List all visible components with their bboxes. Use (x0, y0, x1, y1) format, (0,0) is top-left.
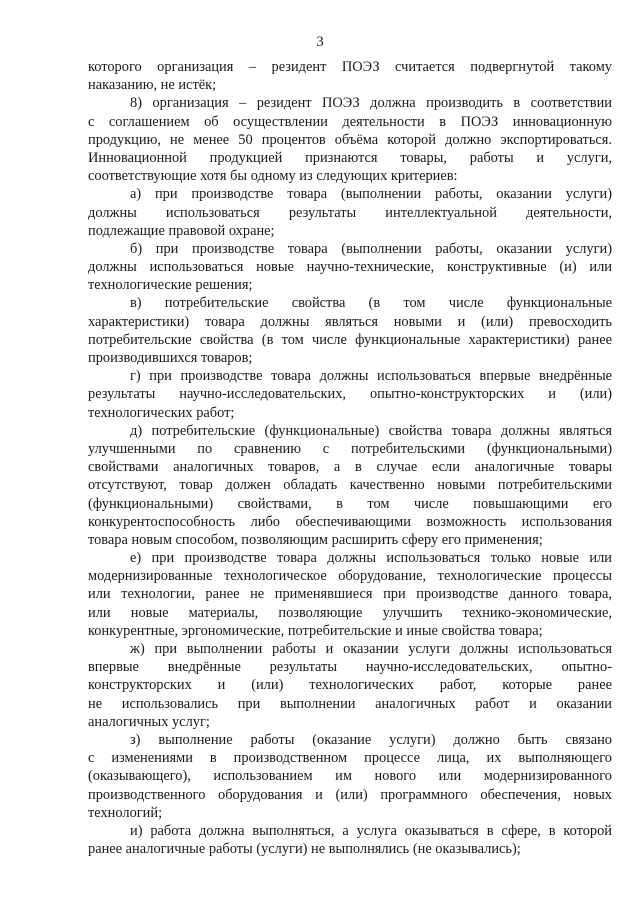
text-line: д) потребительские (функциональные) свойства товара должны являться (130, 422, 612, 439)
paragraph (88, 640, 612, 731)
text-line: впервые внедрённые результаты научно-исследовательских, опытно- (88, 659, 612, 676)
paragraph (88, 94, 612, 185)
text-line: (функциональными) свойствами, в том числе повышающими его (88, 495, 612, 512)
text-line: свойствами аналогичных товаров, а в случае если аналогичные товары (88, 459, 612, 476)
text-line: конкурентные, эргономические, потребительские и иные свойства товара; (88, 622, 543, 639)
paragraph (88, 367, 612, 422)
text-line: отсутствуют, товар должен обладать качественно новыми потребительскими (88, 477, 612, 494)
paragraph (88, 549, 612, 640)
text-line: должны использоваться результаты интеллектуальной деятельности, (88, 204, 612, 221)
text-line: наказанию, не истёк; (88, 77, 217, 94)
text-line: а) при производстве товара (выполнении работы, оказании услуги) (130, 186, 612, 203)
text-line: с соглашением об осуществлении деятельности в ПОЭЗ инновационную (88, 113, 612, 130)
paragraph (88, 58, 612, 94)
text-line: г) при производстве товара должны использоваться впервые внедрённые (130, 368, 612, 385)
text-line: конструкторских и (или) технологических работ, которые ранее (88, 677, 612, 694)
text-line: технологических работ; (88, 404, 235, 421)
text-line: подлежащие правовой охране; (88, 222, 275, 239)
text-line: с изменениями в производственном процессе лица, их выполняющего (88, 750, 612, 767)
text-line: б) при производстве товара (выполнении работы, оказании услуги) (130, 240, 612, 257)
text-line: товара новым способом, позволяющим расширить сферу его применения; (88, 531, 543, 548)
text-line: продукцию, не менее 50 процентов объёма которой должно экспортироваться. (88, 131, 612, 148)
paragraph (88, 185, 612, 240)
paragraph (88, 422, 612, 549)
paragraph (88, 294, 612, 367)
text-line: не использовались при выполнении аналогичных работ и оказании (88, 695, 612, 712)
text-line: модернизированные технологическое оборудование, технологические процессы (88, 568, 612, 585)
text-line: ж) при выполнении работы и оказании услуги должны использоваться (130, 641, 612, 657)
text-line: 8) организация – резидент ПОЭЗ должна производить в соответствии (130, 95, 612, 112)
text-line: соответствующие хотя бы одному из следующих критериев: (88, 168, 458, 185)
text-line: производственного оборудования и (или) программного обеспечения, новых (88, 786, 612, 803)
text-line: или новые материалы, позволяющие улучшить технико-экономические, (88, 604, 612, 621)
text-line: Инновационной продукцией признаются товары, работы и услуги, (88, 149, 612, 166)
text-line: в) потребительские свойства (в том числе функциональные (130, 295, 612, 312)
text-line: технологий; (88, 804, 163, 821)
page-number: 3 (316, 34, 324, 50)
text-line: должны использоваться новые научно-технические, конструктивные (и) или (88, 259, 612, 276)
text-line: характеристики) товара должны являться новыми и (или) превосходить (88, 313, 612, 330)
text-line: или технологии, ранее не применявшиеся при производстве данного товара, (88, 586, 612, 603)
text-line: результаты научно-исследовательских, опытно-конструкторских и (или) (88, 386, 612, 403)
document-body (88, 58, 612, 858)
text-line: технологические решения; (88, 277, 253, 294)
paragraph (88, 822, 612, 858)
text-line: производившихся товаров; (88, 350, 253, 366)
text-line: е) при производстве товара должны использоваться только новые или (130, 550, 612, 567)
text-line: (оказывающего), использованием им нового или модернизированного (88, 768, 612, 785)
text-line: и) работа должна выполняться, а услуга оказываться в сфере, в которой (130, 822, 612, 839)
text-line: улучшенными по сравнению с потребительскими (функциональными) (88, 440, 612, 457)
text-line: конкурентоспособность либо обеспечивающими возможность использования (88, 513, 612, 530)
text-line: которого организация – резидент ПОЭЗ считается подвергнутой такому (88, 59, 612, 75)
paragraph (88, 731, 612, 822)
text-line: потребительские свойства (в том числе функциональные характеристики) ранее (88, 331, 612, 348)
text-line: ранее аналогичные работы (услуги) не выполнялись (не оказывались); (88, 841, 521, 858)
paragraph (88, 240, 612, 295)
text-line: аналогичных услуг; (88, 713, 210, 730)
text-line: з) выполнение работы (оказание услуги) должно быть связано (130, 731, 612, 748)
